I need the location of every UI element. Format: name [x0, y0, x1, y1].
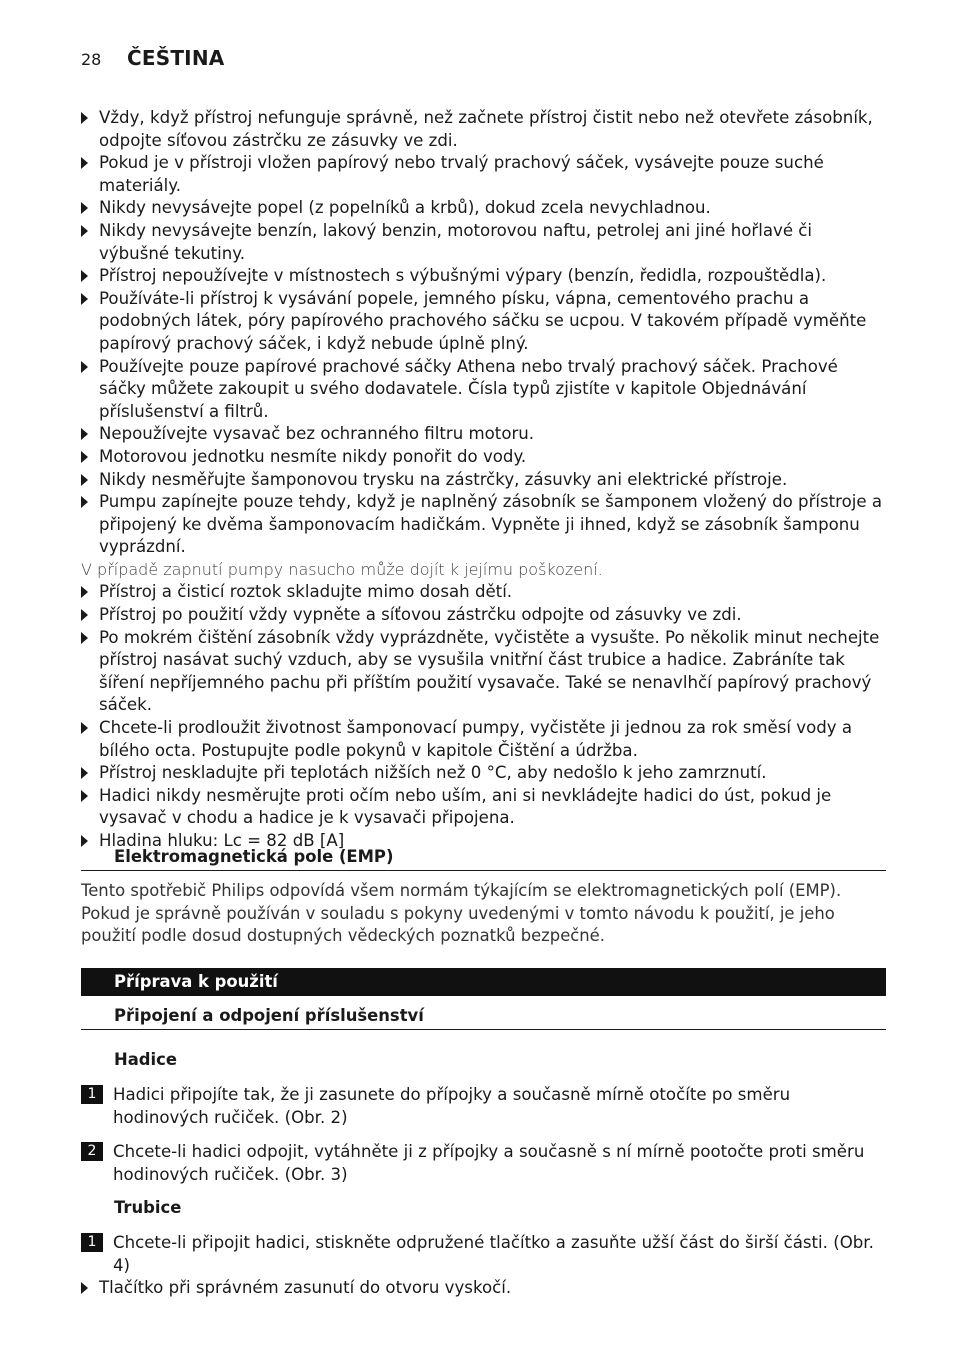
step-item	[81, 1141, 886, 1186]
bullet-icon	[81, 293, 88, 305]
step-number: 1	[81, 1233, 103, 1252]
bullet-icon	[81, 451, 88, 463]
bullet-icon	[81, 790, 88, 802]
safety-list	[81, 107, 886, 853]
step-text: Chcete-li hadici odpojit, vytáhněte ji z přípojky a současně s ní mírně pootočte proti směru hodinových ručiček. (Obr. 3)	[113, 1142, 865, 1184]
bullet-icon	[81, 609, 88, 621]
bullet-icon	[81, 202, 88, 214]
page-header	[81, 46, 224, 70]
list-item: Vždy, když přístroj nefunguje správně, než začnete přístroj čistit nebo než otevřete zásobník, odpojte síťovou zástrčku ze zásuvky ve zdi.	[81, 107, 886, 152]
page-number: 28	[81, 50, 102, 69]
bullet-icon	[81, 270, 88, 282]
list-item: Hladina hluku: Lc = 82 dB [A]	[81, 830, 886, 853]
list-item: Přístroj a čisticí roztok skladujte mimo dosah dětí.	[81, 581, 886, 604]
list-item: Pokud je v přístroji vložen papírový nebo trvalý prachový sáček, vysávejte pouze suché materiály.	[81, 152, 886, 197]
list-item: Hadici nikdy nesměrujte proti očím nebo uším, ani si nevkládejte hadici do úst, pokud je vysavač v chodu a hadice je k vysavači připojena.	[81, 785, 886, 830]
list-item: Nepoužívejte vysavač bez ochranného filtru motoru.	[81, 423, 886, 446]
bullet-icon	[81, 586, 88, 598]
list-item: Motorovou jednotku nesmíte nikdy ponořit do vody.	[81, 446, 886, 469]
tube-bullet-list	[81, 1277, 886, 1300]
step-text: Hadici připojíte tak, že ji zasunete do přípojky a současně mírně otočíte po směru hodinových ručiček. (Obr. 2)	[113, 1085, 791, 1127]
list-item: Používáte-li přístroj k vysávání popele, jemného písku, vápna, cementového prachu a podobných látek, póry papírového prachového sáčku se ucpou. V takovém případě vyměňte papírový prachový sáček, i když nebude úplně plný.	[81, 288, 886, 356]
accessories-heading: Připojení a odpojení příslušenství	[81, 1006, 886, 1030]
list-item: Tlačítko při správném zasunutí do otvoru vyskočí.	[81, 1277, 886, 1300]
language-title: ČEŠTINA	[127, 46, 225, 70]
bullet-icon	[81, 496, 88, 508]
tube-heading: Trubice	[114, 1198, 182, 1217]
step-number: 2	[81, 1142, 103, 1161]
list-item: Přístroj po použití vždy vypněte a síťovou zástrčku odpojte od zásuvky ve zdi.	[81, 604, 886, 627]
list-item: Po mokrém čištění zásobník vždy vyprázdněte, vyčistěte a vysušte. Po několik minut nechejte přístroj nasávat suchý vzduch, aby se vysušila vnitřní část trubice a hadice. Zabráníte tak šíření nepříjemného pachu při příštím použití vysavače. Také se nenavlhčí papírový prachový sáček.	[81, 627, 886, 717]
list-item: Nikdy nesměřujte šamponovou trysku na zástrčky, zásuvky ani elektrické přístroje.	[81, 469, 886, 492]
emp-heading: Elektromagnetická pole (EMP)	[81, 847, 886, 871]
emp-paragraph: Tento spotřebič Philips odpovídá všem normám týkajícím se elektromagnetických polí (EMP). Pokud je správně používán v souladu s pokyny uvedenými v tomto návodu k použití, je jeho použití podle dosud dostupných vědeckých poznatků bezpečné.	[81, 881, 842, 946]
bullet-icon	[81, 157, 88, 169]
list-item: Pumpu zapínejte pouze tehdy, když je naplněný zásobník se šamponem vložený do přístroje a připojený ke dvěma šamponovacím hadičkám. Vypněte ji ihned, když se zásobník šamponu vyprázdní.	[81, 491, 886, 559]
section-title: Příprava k použití	[81, 968, 886, 996]
hose-heading: Hadice	[114, 1050, 177, 1069]
bullet-icon	[81, 767, 88, 779]
bullet-icon	[81, 225, 88, 237]
bullet-icon	[81, 474, 88, 486]
bullet-icon	[81, 632, 88, 644]
caution-note: V případě zapnutí pumpy nasucho může dojít k jejímu poškození.	[81, 559, 603, 579]
list-item: Přístroj neskladujte při teplotách nižších než 0 °C, aby nedošlo k jeho zamrznutí.	[81, 762, 886, 785]
bullet-icon	[81, 361, 88, 373]
step-text: Chcete-li připojit hadici, stiskněte odpružené tlačítko a zasuňte užší část do širší části. (Obr. 4)	[113, 1233, 874, 1275]
bullet-icon	[81, 428, 88, 440]
bullet-icon	[81, 1282, 88, 1294]
step-number: 1	[81, 1085, 103, 1104]
list-item: Nikdy nevysávejte benzín, lakový benzin, motorovou naftu, petrolej ani jiné hořlavé či výbušné tekutiny.	[81, 220, 886, 265]
list-item: Chcete-li prodloužit životnost šamponovací pumpy, vyčistěte ji jednou za rok směsí vody a bílého octa. Postupujte podle pokynů v kapitole Čištění a údržba.	[81, 717, 886, 762]
bullet-icon	[81, 835, 88, 847]
step-item	[81, 1232, 886, 1277]
list-item: Přístroj nepoužívejte v místnostech s výbušnými výpary (benzín, ředidla, rozpouštědla).	[81, 265, 886, 288]
step-item	[81, 1084, 886, 1129]
list-item: Používejte pouze papírové prachové sáčky Athena nebo trvalý prachový sáček. Prachové sáčky můžete zakoupit u svého dodavatele. Čísla typů zjistíte v kapitole Objednávání příslušenství a filtrů.	[81, 356, 886, 424]
bullet-icon	[81, 112, 88, 124]
list-item: Nikdy nevysávejte popel (z popelníků a krbů), dokud zcela nevychladnou.	[81, 197, 886, 220]
bullet-icon	[81, 722, 88, 734]
